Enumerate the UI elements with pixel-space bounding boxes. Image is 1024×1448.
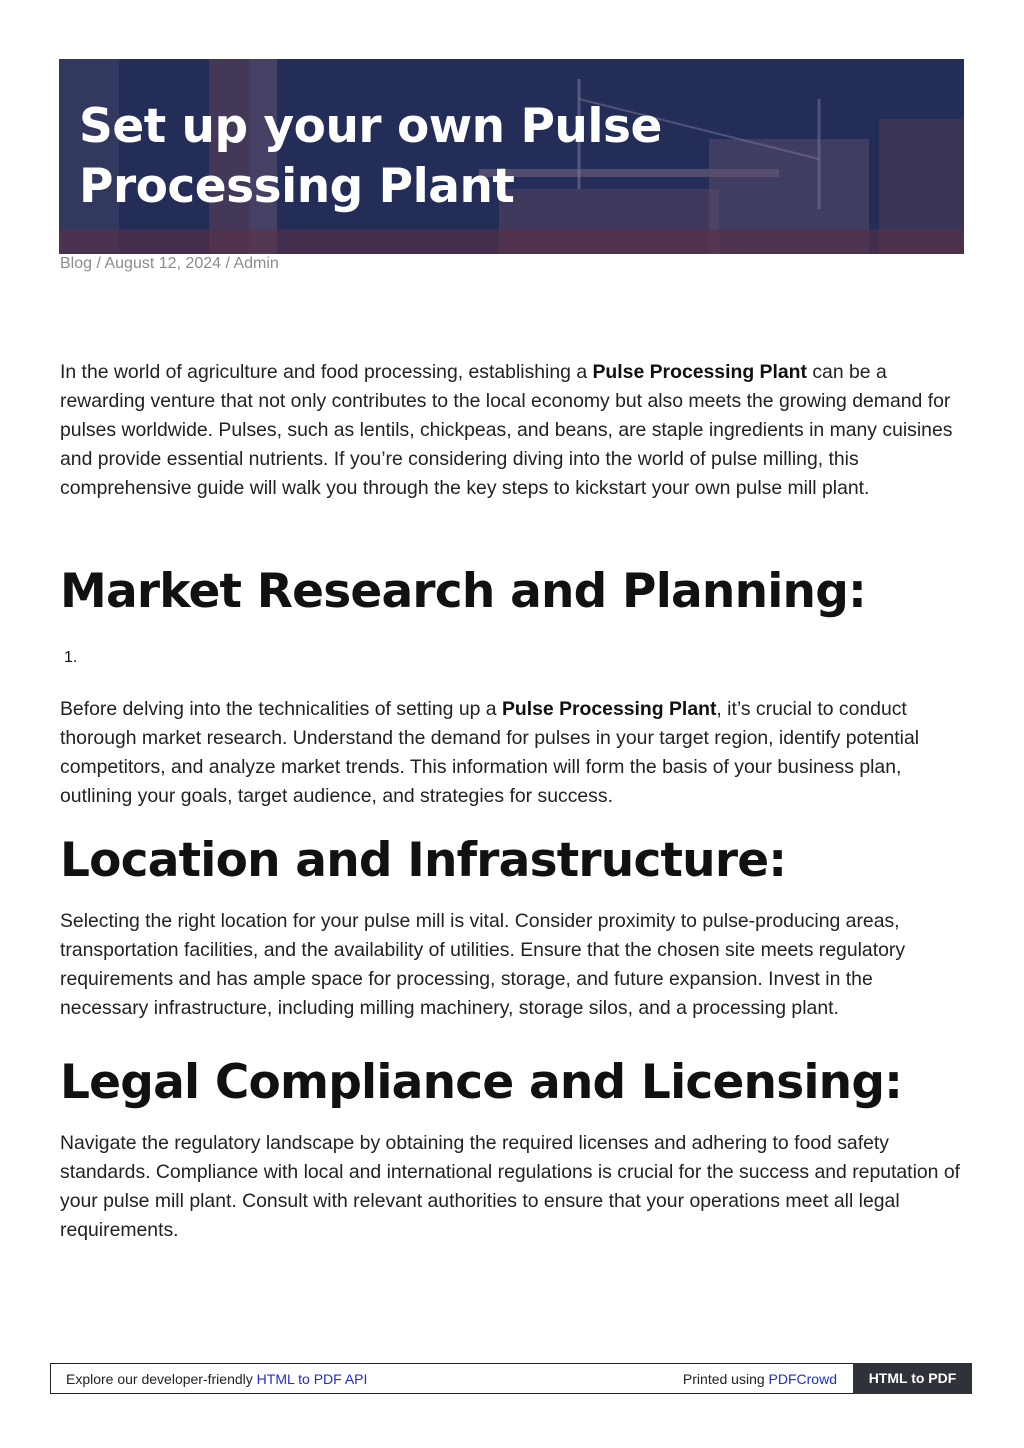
list-marker: 1. — [64, 649, 78, 666]
section-heading-legal: Legal Compliance and Licensing: — [60, 1055, 903, 1110]
location-paragraph: Selecting the right location for your pulse mill is vital. Consider proximity to pulse-producing areas, transportation facilities, and the availability of utilities. Ensure that the chosen site meets regulatory requirements and has ample space for processing, storage, and future expansion. Invest in the necessary infrastructure, including milling machinery, storage silos, and a processing plant. — [60, 910, 906, 1019]
html-to-pdf-api-link[interactable]: HTML to PDF API — [256, 1371, 368, 1387]
hero-banner — [59, 59, 964, 254]
pdfcrowd-link[interactable]: PDFCrowd — [768, 1371, 837, 1387]
market-research-paragraph: Before delving into the technicalities of setting up a Pulse Processing Plant, it’s crucial to conduct thorough market research. Understand the demand for pulses in your target region, identify potential competitors, and analyze market trends. This information will form the basis of your business plan, outlining your goals, target audience, and strategies for success. — [60, 698, 920, 807]
footer-printed-text: Printed using PDFCrowd — [682, 1371, 837, 1387]
article-body — [60, 358, 965, 1245]
page-title: Set up your own Pulse Processing Plant — [79, 99, 662, 214]
bold-term: Pulse Processing Plant — [501, 698, 717, 720]
section-heading-location: Location and Infrastructure: — [60, 833, 787, 888]
pdf-footer-bar — [50, 1363, 972, 1394]
post-meta: Blog / August 12, 2024 / Admin — [60, 255, 279, 272]
section-heading-market-research: Market Research and Planning: — [60, 564, 867, 619]
legal-paragraph: Navigate the regulatory landscape by obtaining the required licenses and adhering to food safety standards. Compliance with local and international regulations is crucial for the success and reputation of your pulse mill plant. Consult with relevant authorities to ensure that your operations meet all legal requirements. — [60, 1132, 961, 1241]
html-to-pdf-button[interactable]: HTML to PDF — [853, 1363, 972, 1394]
bold-term: Pulse Processing Plant — [592, 361, 807, 383]
footer-explore-text: Explore our developer-friendly HTML to PDF API — [66, 1371, 368, 1387]
intro-paragraph: In the world of agriculture and food processing, establishing a Pulse Processing Plant can be a rewarding venture that not only contributes to the local economy but also meets the growing demand for pulses worldwide. Pulses, such as lentils, chickpeas, and beans, are staple ingredients in many cuisines and provide essential nutrients. If you’re considering diving into the world of pulse milling, this comprehensive guide will walk you through the key steps to kickstart your own pulse mill plant. — [60, 361, 953, 499]
